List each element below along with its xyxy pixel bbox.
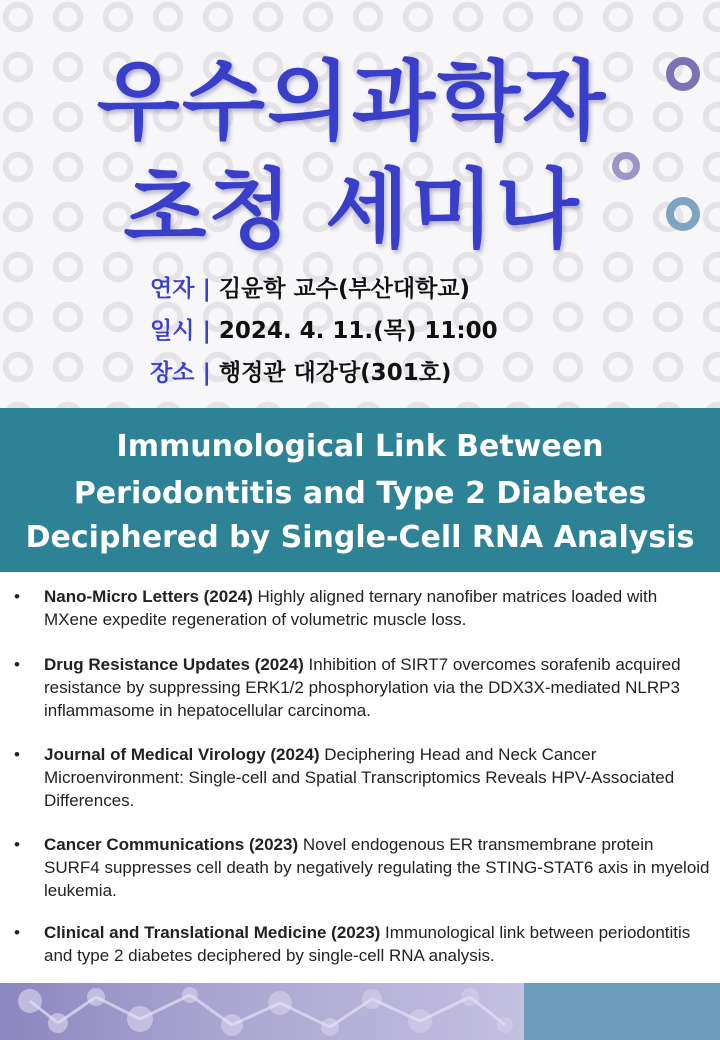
publication-item [14,653,712,722]
info-date-key: 일시 | [150,318,219,344]
ring-decoration-icon [666,197,700,231]
info-date-value: 2024. 4. 11.(목) 11:00 [218,318,498,344]
bullet-icon: • [14,655,20,674]
info-speaker [150,274,470,304]
ring-decoration-icon [612,152,640,180]
publication-journal: Nano-Micro Letters (2024) [44,587,253,606]
ring-decoration-icon [666,57,700,91]
info-speaker-value: 김윤학 교수(부산대학교) [218,276,471,302]
info-location-value: 행정관 대강당(301호) [218,360,452,386]
info-speaker-key: 연자 | [150,276,219,302]
publication-journal: Journal of Medical Virology (2024) [44,745,320,764]
publication-title: Immunological link between periodontitis and type 2 diabetes deciphered by single-cell RNA analysis. [44,923,691,965]
bullet-icon: • [14,745,20,764]
talk-title-line1: Immunological Link Between [116,429,604,464]
publication-journal: Clinical and Translational Medicine (2023) [44,923,381,942]
header-background [0,0,720,408]
info-location-key: 장소 | [150,360,219,386]
poster-title-line2: 초청 세미나 [123,160,581,260]
publication-title: Deciphering Head and Neck Cancer Microenvironment: Single-cell and Spatial Transcriptomics Reveals HPV-Associated Differences. [44,745,675,810]
bullet-icon: • [14,835,20,854]
publication-title: Highly aligned ternary nanofiber matrices loaded with MXene expedite regeneration of volumetric muscle loss. [44,587,658,629]
molecule-image [0,983,524,1040]
footer-color-block [524,983,720,1040]
publication-journal: Cancer Communications (2023) [44,835,299,854]
publication-title: Novel endogenous ER transmembrane protein SURF4 suppresses cell death by negatively regulating the STING-STAT6 axis in myeloid leukemia. [44,835,710,900]
molecule-graphic-icon [0,983,524,1040]
publication-item [14,743,712,812]
info-date [150,316,498,346]
publication-item [14,585,712,631]
info-location [150,358,451,388]
publication-journal: Drug Resistance Updates (2024) [44,655,304,674]
poster-title-line1: 우수의과학자 [96,52,608,152]
talk-title-line3: Deciphered by Single-Cell RNA Analysis [25,520,695,555]
bullet-icon: • [14,923,20,942]
publication-title: Inhibition of SIRT7 overcomes sorafenib acquired resistance by suppressing ERK1/2 phosphorylation via the DDX3X-mediated NLRP3 inflammasome in hepatocellular carcinoma. [44,655,681,720]
publication-item [14,921,712,967]
footer-decoration [0,983,720,1040]
publication-item [14,833,712,902]
bullet-icon: • [14,587,20,606]
talk-title-line2: Periodontitis and Type 2 Diabetes [73,476,647,511]
